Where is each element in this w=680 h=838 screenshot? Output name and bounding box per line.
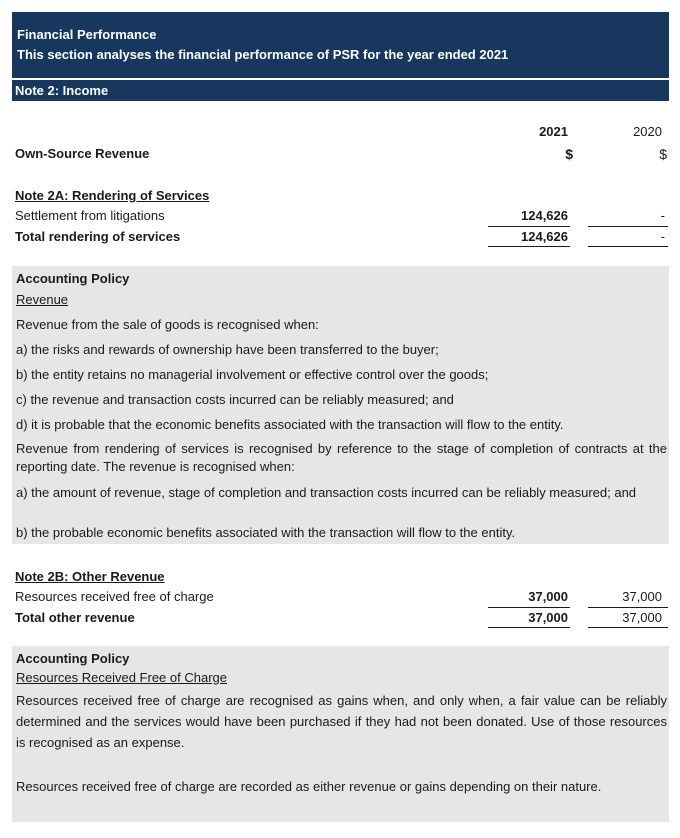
accounting-policy-resources: [12, 646, 669, 822]
policy-1-intro: Revenue from the sale of goods is recognised when:: [16, 317, 319, 332]
policy-1-heading: Accounting Policy: [16, 271, 130, 286]
accounting-policy-revenue: [12, 266, 669, 544]
policy-1-sub-item: a) the amount of revenue, stage of completion and transaction costs incurred can be reliably measured; and: [16, 485, 637, 500]
policy-2-subheading: Resources Received Free of Charge: [16, 670, 227, 685]
note-2a-subtotal-line-prior: [588, 226, 668, 227]
note-2a-total-prior: -: [660, 229, 665, 244]
policy-1-item: c) the revenue and transaction costs incurred can be reliably measured; and: [16, 392, 454, 407]
note-2b-row-prior: 37,000: [622, 589, 662, 604]
currency-current: $: [565, 146, 573, 162]
note-2a-row-prior: -: [660, 208, 665, 223]
note-2b-heading: Note 2B: Other Revenue: [15, 569, 165, 584]
policy-1-sub-item: b) the probable economic benefits associated with the transaction will flow to the entity.: [16, 525, 516, 540]
policy-1-para: Revenue from rendering of services is recognised by reference to the stage of completion of contracts at the reporting date. The revenue is recognised when:: [16, 441, 667, 474]
note-2b-row-label: Resources received free of charge: [15, 589, 214, 604]
section-header: [12, 12, 669, 78]
note-2b-total-prior: 37,000: [622, 610, 662, 625]
note-2a-total-label: Total rendering of services: [15, 229, 181, 244]
policy-1-item: d) it is probable that the economic benefits associated with the transaction will flow to the entity.: [16, 417, 564, 432]
note-2b-subtotal-line-prior: [588, 607, 668, 608]
note-2b-total-current: 37,000: [528, 610, 568, 625]
section-title: Financial Performance: [17, 27, 157, 42]
note-2b-total-line-prior: [588, 627, 668, 628]
note-2a-row-current: 124,626: [521, 208, 568, 223]
note-2a-total-line-current: [488, 246, 570, 247]
section-subtitle: This section analyses the financial performance of PSR for the year ended 2021: [17, 47, 509, 62]
policy-1-item: a) the risks and rewards of ownership have been transferred to the buyer;: [16, 342, 439, 357]
note-2a-subtotal-line-current: [488, 226, 570, 227]
policy-2-para: Resources received free of charge are recorded as either revenue or gains depending on their nature.: [16, 779, 602, 794]
note-label-bar: [12, 80, 669, 101]
note-2a-total-current: 124,626: [521, 229, 568, 244]
note-label: Note 2: Income: [15, 83, 109, 98]
policy-2-heading: Accounting Policy: [16, 651, 130, 666]
currency-prior: $: [659, 146, 667, 162]
year-current: 2021: [539, 124, 568, 139]
note-2a-heading: Note 2A: Rendering of Services: [15, 188, 210, 203]
note-2a-row-label: Settlement from litigations: [15, 208, 165, 223]
policy-1-subheading: Revenue: [16, 292, 69, 307]
note-2b-row-current: 37,000: [528, 589, 568, 604]
note-2a-total-line-prior: [588, 246, 668, 247]
note-2b-total-line-current: [488, 627, 570, 628]
own-source-revenue-label: Own-Source Revenue: [15, 146, 150, 161]
note-2b-subtotal-line-current: [488, 607, 570, 608]
year-prior: 2020: [633, 124, 662, 139]
note-2b-total-label: Total other revenue: [15, 610, 135, 625]
policy-2-para: Resources received free of charge are recognised as gains when, and only when, a fair value can be reliably determined and the services would have been purchased if they had not been donated. Use of those resources is recognised as an expense.: [16, 693, 667, 750]
policy-1-item: b) the entity retains no managerial involvement or effective control over the goods;: [16, 367, 489, 382]
